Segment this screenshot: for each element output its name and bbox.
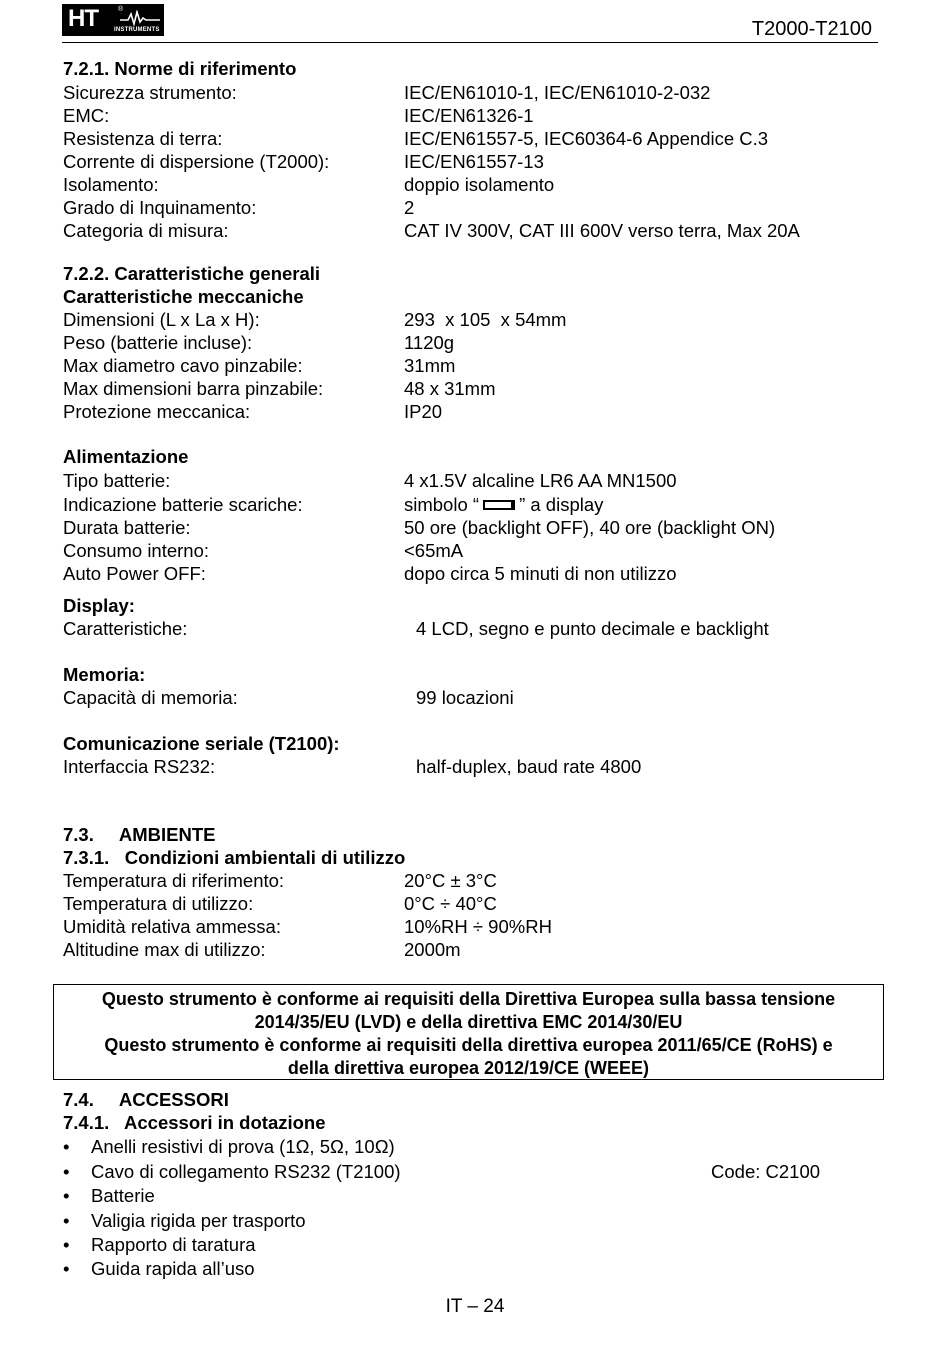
spec-value: <65mA [404, 540, 464, 561]
spec-value [404, 493, 603, 516]
notice-line: Questo strumento è conforme ai requisiti della Direttiva Europea sulla bassa tensione [101, 989, 836, 1009]
accessory-item: Rapporto di taratura [91, 1234, 256, 1255]
low-battery-icon [483, 500, 515, 510]
spec-label: Interfaccia RS232: [63, 756, 216, 777]
spec-label: Corrente di dispersione (T2000): [63, 151, 330, 172]
spec-label: Caratteristiche: [63, 618, 188, 639]
notice-line: Questo strumento è conforme ai requisiti della direttiva europea 2011/65/CE (RoHS) e [104, 1035, 833, 1055]
accessory-item: Guida rapida all’uso [91, 1258, 255, 1279]
compliance-notice-box [53, 984, 884, 1080]
subsection-title-serial: Comunicazione seriale (T2100): [63, 733, 340, 754]
spec-label: Protezione meccanica: [63, 401, 251, 422]
spec-value: 2 [404, 197, 415, 218]
accessory-item: Batterie [91, 1185, 155, 1206]
section-title-7-3: 7.3. AMBIENTE [63, 824, 216, 845]
bullet-icon: • [63, 1161, 70, 1182]
page-header [62, 4, 878, 43]
spec-label: Categoria di misura: [63, 220, 229, 241]
bullet-icon: • [63, 1185, 70, 1206]
spec-label: Peso (batterie incluse): [63, 332, 253, 353]
notice-line: 2014/35/EU (LVD) e della direttiva EMC 2014/30/EU [254, 1012, 683, 1032]
subsection-title-power: Alimentazione [63, 446, 189, 467]
section-title-7-3-1: 7.3.1. Condizioni ambientali di utilizzo [63, 847, 406, 868]
spec-value: dopo circa 5 minuti di non utilizzo [404, 563, 677, 584]
spec-label: Isolamento: [63, 174, 159, 195]
spec-value: 4 LCD, segno e punto decimale e backlight [416, 618, 769, 639]
spec-value: 31mm [404, 355, 456, 376]
section-title-7-2-1: 7.2.1. Norme di riferimento [63, 58, 297, 79]
accessory-item: Anelli resistivi di prova (1Ω, 5Ω, 10Ω) [91, 1136, 395, 1157]
page-number: IT – 24 [445, 1296, 505, 1317]
spec-value: 99 locazioni [416, 687, 514, 708]
spec-label: Indicazione batterie scariche: [63, 494, 303, 515]
spec-label: Max diametro cavo pinzabile: [63, 355, 303, 376]
value-prefix: simbolo “ [404, 494, 480, 515]
bullet-icon: • [63, 1258, 70, 1279]
spec-value: 4 x1.5V alcaline LR6 AA MN1500 [404, 470, 677, 491]
notice-line: della direttiva europea 2012/19/CE (WEEE) [287, 1058, 650, 1078]
ht-instruments-logo [62, 4, 164, 36]
list-item [63, 1184, 69, 1207]
spec-label: Tipo batterie: [63, 470, 171, 491]
model-name: T2000-T2100 [751, 18, 872, 40]
spec-value: CAT IV 300V, CAT III 600V verso terra, Max 20A [404, 220, 800, 241]
spec-value: 10%RH ÷ 90%RH [404, 916, 552, 937]
list-item [63, 1160, 69, 1183]
waveform-icon [120, 10, 160, 26]
spec-value: 1120g [404, 332, 455, 353]
subsection-title-memory: Memoria: [63, 664, 146, 685]
spec-value: doppio isolamento [404, 174, 555, 195]
spec-value: 50 ore (backlight OFF), 40 ore (backlight ON) [404, 517, 776, 538]
spec-label: Consumo interno: [63, 540, 210, 561]
spec-value: 2000m [404, 939, 461, 960]
bullet-icon: • [63, 1136, 70, 1157]
accessory-code: Code: C2100 [711, 1161, 821, 1182]
subsection-title-display: Display: [63, 595, 135, 616]
spec-label: Auto Power OFF: [63, 563, 206, 584]
spec-value: 293 x 105 x 54mm [404, 309, 567, 330]
spec-label: Durata batterie: [63, 517, 191, 538]
spec-value: 48 x 31mm [404, 378, 496, 399]
spec-label: Sicurezza strumento: [63, 82, 237, 103]
value-suffix: ” a display [519, 494, 604, 515]
spec-label: Temperatura di utilizzo: [63, 893, 254, 914]
logo-letters: HT [68, 5, 98, 32]
spec-label: Max dimensioni barra pinzabile: [63, 378, 324, 399]
section-title-7-4: 7.4. ACCESSORI [63, 1089, 229, 1110]
list-item [63, 1209, 69, 1232]
accessory-item: Valigia rigida per trasporto [91, 1210, 306, 1231]
spec-label: Umidità relativa ammessa: [63, 916, 281, 937]
spec-label: EMC: [63, 105, 110, 126]
spec-label: Grado di Inquinamento: [63, 197, 257, 218]
spec-value: 20°C ± 3°C [404, 870, 497, 891]
spec-value: IEC/EN61557-5, IEC60364-6 Appendice C.3 [404, 128, 769, 149]
spec-label: Capacità di memoria: [63, 687, 238, 708]
spec-value: half-duplex, baud rate 4800 [416, 756, 642, 777]
accessory-item: Cavo di collegamento RS232 (T2100) [91, 1161, 401, 1182]
spec-value: IEC/EN61010-1, IEC/EN61010-2-032 [404, 82, 711, 103]
spec-label: Dimensioni (L x La x H): [63, 309, 260, 330]
registered-mark: ® [118, 6, 124, 13]
spec-value: IEC/EN61326-1 [404, 105, 534, 126]
section-title-7-4-1: 7.4.1. Accessori in dotazione [63, 1112, 326, 1133]
section-title-7-2-2: 7.2.2. Caratteristiche generali [63, 263, 321, 284]
subsection-title-mechanical: Caratteristiche meccaniche [63, 286, 304, 307]
spec-label: Temperatura di riferimento: [63, 870, 285, 891]
bullet-icon: • [63, 1234, 70, 1255]
spec-value: 0°C ÷ 40°C [404, 893, 497, 914]
spec-label: Altitudine max di utilizzo: [63, 939, 266, 960]
bullet-icon: • [63, 1210, 70, 1231]
list-item [63, 1233, 69, 1256]
spec-value: IEC/EN61557-13 [404, 151, 544, 172]
list-item [63, 1135, 69, 1158]
list-item [63, 1257, 69, 1280]
spec-label: Resistenza di terra: [63, 128, 223, 149]
spec-value: IP20 [404, 401, 443, 422]
logo-subtext: INSTRUMENTS [114, 27, 160, 33]
